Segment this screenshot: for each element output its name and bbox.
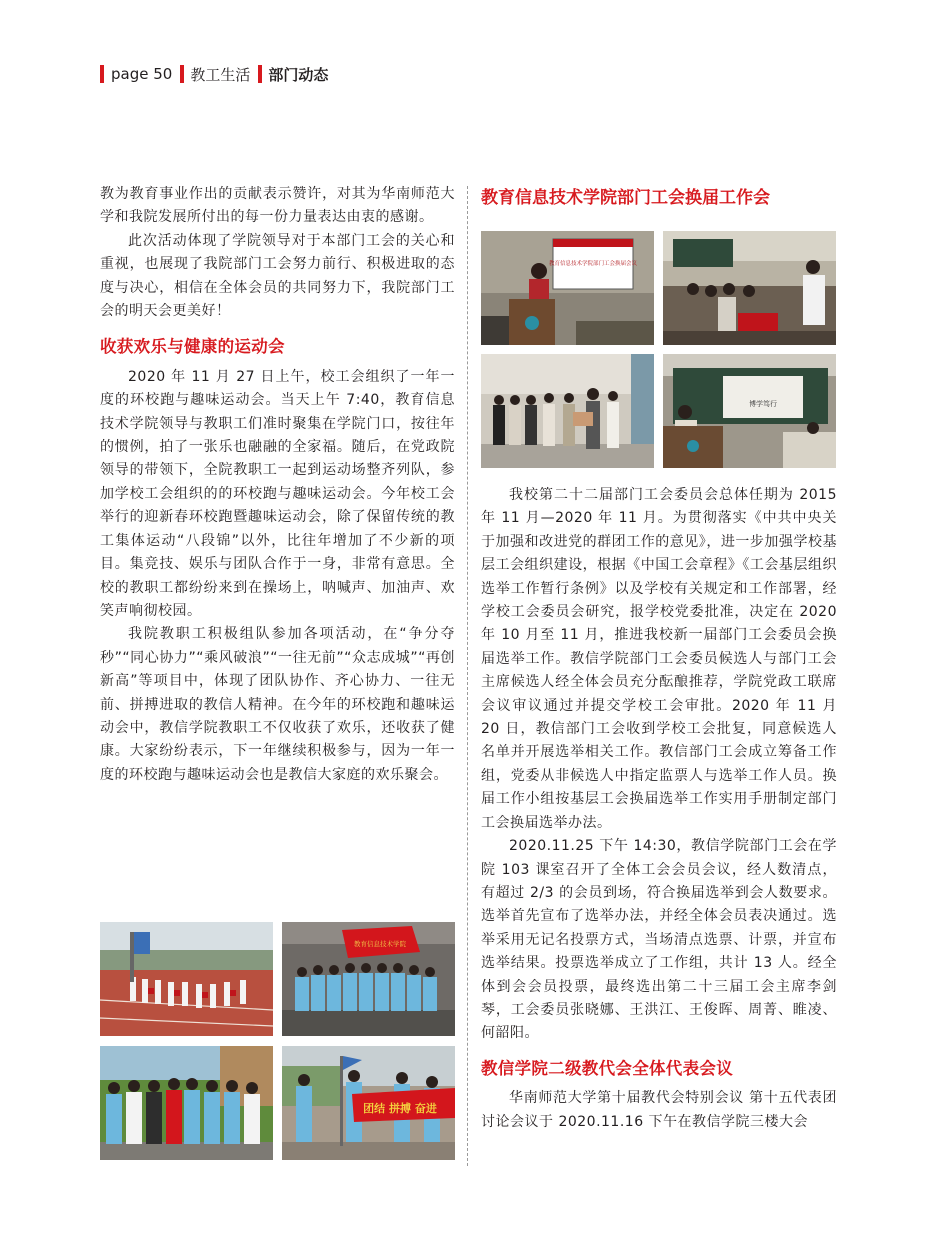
page-number: page 50: [111, 65, 173, 83]
sports-photo-track-parade: [100, 922, 273, 1036]
board-text: 博学笃行: [749, 400, 777, 408]
flag-text: 教育信息技术学院: [354, 940, 406, 948]
right-paragraph-1: 我校第二十二届部门工会委员会总体任期为 2015 年 11 月—2020 年 11 月。为贯彻落实《中共中央关于加强和改进党的群团工作的意见》，进一步加强学校基层工会组织建设，根据《中国工会章程》《工会基层组织选举工作暂行条例》以及学校有关规定和工作部署，经学校工会委员会研究，报学校党委批准，决定在 2020 年 10 月至 11 月，推进我校新一届部门工会委员会换届选举工作。教信学院部门工会委员候选人与部门工会主席候选人经全体会员充分酝酿推荐，学院党政工联席会议审议通过并提交学校工会审批。2020 年 11 月 20 日，教信部门工会收到学校工会批复，同意候选人名单并开展选举相关工作。教信部门工会成立筹备工作组，党委从非候选人中指定监票人与选举工作人员。换届工作小组按基层工会换届选举工作实用手册制定部门工会换届选举办法。: [481, 487, 837, 831]
left-paragraph-4: 我院教职工积极组队参加各项活动，在“争分夺秒”“同心协力”“乘风破浪”“一往无前”“众志成城”“再创新高”等项目中，体现了团队协作、齐心协力、一往无前、拼搏进取的教信人精神。在今年的环校跑和趣味运动会中，教信学院教职工不仅收获了欢乐，还收获了健康。大家纷纷表示，下一年继续积极参与，因为一年一度的环校跑与趣味运动会也是教信大家庭的欢乐聚会。: [100, 626, 455, 783]
column-divider: [467, 186, 468, 1166]
meeting-photo-lecture: [663, 354, 836, 468]
banner-text: 团结 拼搏 奋进: [363, 1102, 437, 1115]
sports-photo-banner-march: [282, 1046, 455, 1160]
right-column: [481, 484, 837, 1134]
header-accent-bar: [258, 65, 262, 83]
left-paragraph-1: 教为教育事业作出的贡献表示赞许，对其为华南师范大学和我院发展所付出的每一份力量表达由衷的感谢。: [100, 186, 455, 226]
sports-photo-team-flag: [282, 922, 455, 1036]
article-title: 教育信息技术学院部门工会换届工作会: [481, 188, 770, 208]
subsection-name: 部门动态: [268, 65, 329, 84]
sports-meet-heading: 收获欢乐与健康的运动会: [100, 337, 285, 357]
sports-photo-staff-group: [100, 1046, 273, 1160]
meeting-photo-voting: [663, 231, 836, 345]
right-paragraph-3: 华南师范大学第十届教代会特别会议 第十五代表团讨论会议于 2020.11.16 下午在教信学院三楼大会: [481, 1090, 837, 1130]
congress-heading: 教信学院二级教代会全体代表会议: [481, 1058, 733, 1078]
meeting-photo-group: [481, 354, 654, 468]
page-header: [100, 63, 328, 85]
left-paragraph-3: 2020 年 11 月 27 日上午，校工会组织了一年一度的环校跑与趣味运动会。当天上午 7:40，教育信息技术学院领导与教职工们准时聚集在学院门口，按往年的惯例，拍了一张乐也融融的全家福。随后，在党政院领导的带领下，全院教职工一起到运动场整齐列队，参加学校工会组织的的环校跑与趣味运动会。今年校工会举行的迎新春环校跑暨趣味运动会，除了保留传统的教工集体运动“八段锦”以外，比往年增加了不少新的项目。集竞技、娱乐与团队合作于一身，非常有意思。全校的教职工都纷纷来到在操场上，呐喊声、加油声、欢笑声响彻校园。: [100, 368, 455, 619]
meeting-photo-podium: [481, 231, 654, 345]
right-paragraph-2: 2020.11.25 下午 14:30，教信学院部门工会在学院 103 课室召开了全体工会会员会议，经人数清点，有超过 2/3 的会员到场，符合换届选举到会人数要求。选举首先宣布了选举办法，并经全体会员表决通过。选举采用无记名投票方式，当场清点选票、计票，并宣布选举结果。投票选举成立了工作组，共计 13 人。经全体到会会员投票，最终选出第二十三届工会主席李剑琴，工会委员张晓娜、王洪江、王俊晖、周菁、睢凌、何韶阳。: [481, 838, 837, 1042]
left-column: [100, 183, 455, 787]
section-name: 教工生活: [190, 65, 251, 84]
header-accent-bar: [100, 65, 104, 83]
slide-title: 教育信息技术学院部门工会换届会议: [548, 261, 638, 267]
header-accent-bar: [180, 65, 184, 83]
left-paragraph-2: 此次活动体现了学院领导对于本部门工会的关心和重视，也展现了我院部门工会努力前行、积极进取的态度与决心，相信在全体会员的共同努力下，我院部门工会的明天会更美好！: [100, 232, 455, 320]
